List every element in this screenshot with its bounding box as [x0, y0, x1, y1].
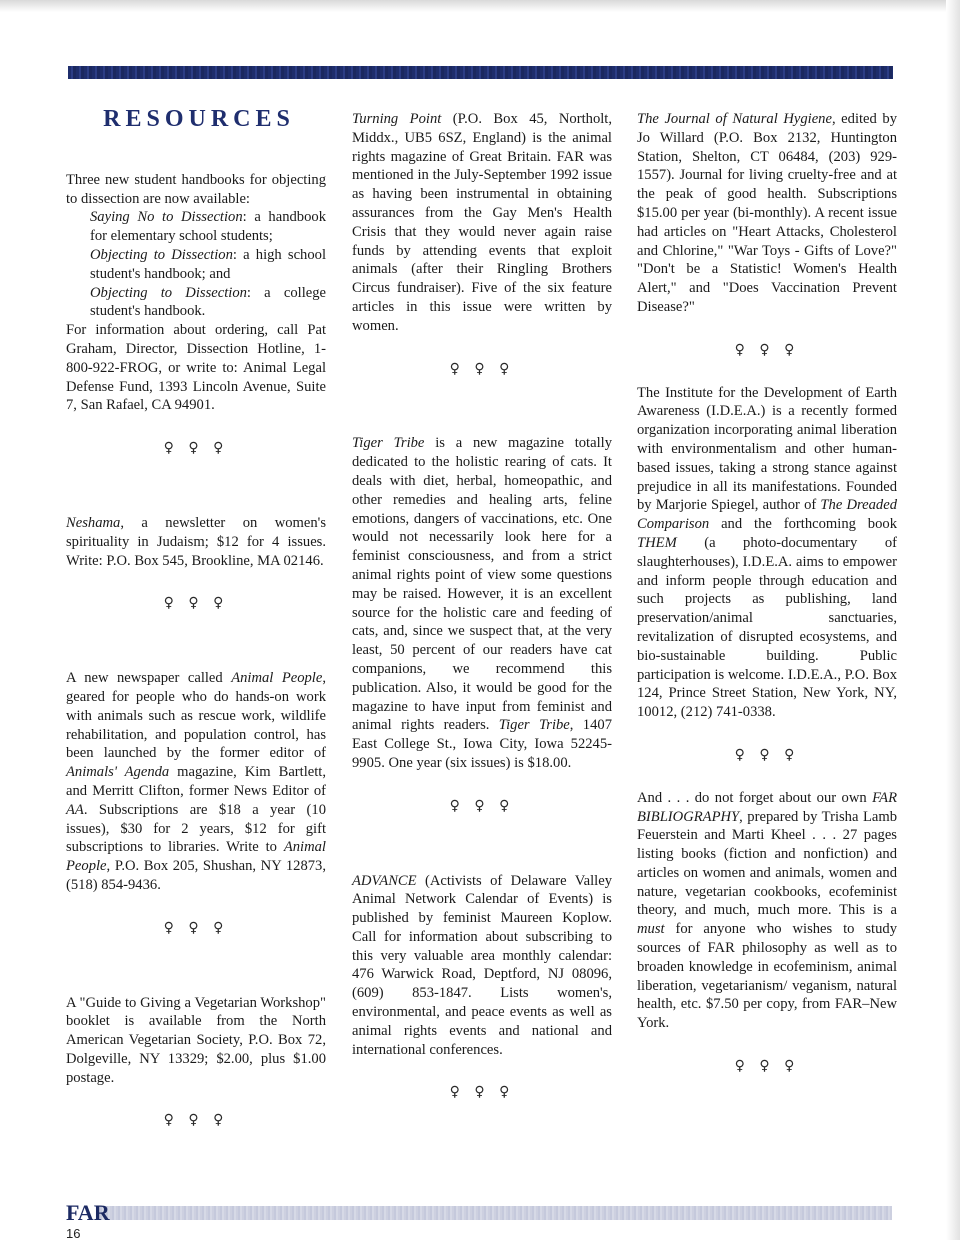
page-title: RESOURCES	[103, 106, 295, 132]
section-separator: ♀ ♀ ♀	[163, 919, 229, 936]
handbook-desc: : a high school student's handbook; and	[90, 246, 326, 282]
entry-text: , a newsletter on women's spirituality in Judaism; $12 for 4 issues. Write: P.O. Box 545, Brookline, MA 02146.	[66, 514, 326, 569]
natural-hygiene-entry	[637, 110, 897, 317]
entry-text: for anyone who wishes to study sources of FAR philosophy as well as to broaden knowledge in ecofeminism, animal liberation, vegetarianism/ veganism, natural health, etc. $7.50 per copy, from FAR–New York.	[637, 921, 897, 1032]
entry-text: , P.O. Box 205, Shushan, NY 12873, (518) 854-9436.	[66, 858, 326, 893]
handbooks-ordering: For information about ordering, call Pat Graham, Director, Dissection Hotline, 1-800-922-FROG, or write to: Animal Legal Defense Fund, 1393 Lincoln Avenue, Suite 7, San Rafael, CA 94901.	[66, 322, 326, 414]
footer-rule	[100, 1206, 892, 1220]
handbook-title: Objecting to Dissection	[90, 246, 233, 263]
handbooks-intro: Three new student handbooks for objecting to dissection are now available:	[66, 171, 326, 207]
animal-people-entry	[66, 669, 326, 895]
footer-logo: FAR	[66, 1200, 110, 1225]
column-left	[66, 106, 327, 1130]
section-separator: ♀ ♀ ♀	[163, 1112, 229, 1129]
entry-text: , edited by Jo Willard (P.O. Box 2132, Huntington Station, Shelton, CT 06484, (203) 929-1557). Journal for living cruelty-free and at the peak of good health. Subscriptions $15.00 per year (bi-monthly). A recent issue had articles on "Heart Attacks, Cholesterol and Chlorine," "War Toys - Gifts of Love?" "Don't be a Statistic! Women's Health Alert," and "Does Vaccination Prevent Disease?"	[637, 111, 897, 315]
publication-title: Animals' Agenda	[66, 764, 170, 781]
handbook-item-2	[66, 246, 326, 284]
entry-text: and the forthcoming book	[709, 516, 897, 533]
publication-title: FAR BIBLIOGRAPHY	[637, 789, 897, 825]
publication-title: ADVANCE	[352, 872, 417, 889]
entry-text: (P.O. Box 45, Northolt, Middx., UB5 6SZ, England) is the animal rights magazine of Great Britain. FAR was mentioned in the July-September 1992 issue as having been instrumental in obtaining assurances from the Gay Men's Health Crisis that they would never again raise funds by attending events that exploit animals (after their Ringling Brothers Circus fundraiser). Five of the six feature articles in this issue were written by women.	[352, 111, 612, 334]
publication-title: AA	[66, 801, 84, 818]
far-bibliography-entry	[637, 789, 897, 1033]
entry-text: , geared for people who do hands-on work with animals such as rescue work, wildlife rehabilitation, and population control, has been launched by the former editor of	[66, 670, 326, 762]
column-right	[637, 110, 897, 1076]
header-rule	[68, 66, 893, 79]
column-middle	[352, 110, 612, 1102]
turning-point-entry	[352, 110, 612, 336]
entry-text: (a photo-documentary of slaughterhouses), I.D.E.A. aims to empower and inform people through education and such projects as publishing, land preservation/animal sanctuaries, revitalization of disrupted ecosystems, and bio-sustainable building. Public participation is welcome. I.D.E.A., P.O. Box 124, Prince Street Station, New York, NY, 10012, (212) 741-0338.	[637, 534, 897, 721]
publication-title: The Journal of Natural Hygiene	[637, 111, 832, 127]
entry-text: A new newspaper called	[66, 670, 232, 687]
entry-text: is a new magazine totally dedicated to the holistic rearing of cats. It deals with diet, herbal, homeopathic, and other remedies and healing arts, feline emotions, dangers of vaccinations, etc. One would not necessarily look here for a feminist consciousness, and from a strict animal rights point of view some questions may be raised. However, it is an excellent source for the holistic care and feeding of cats, and, since we suspect that, at the very least, 50 percent of our readers have cat companions, we recommend this publication. Also, it would be good for the magazine to have input from feminist and animal rights readers.	[352, 435, 612, 734]
entry-text: And . . . do not forget about our own	[637, 789, 873, 806]
idea-entry	[637, 384, 897, 722]
entry-text: , prepared by Trisha Lamb Feuerstein and Marti Kheel . . . 27 pages listing books (fiction and nonfiction) and articles on women and animals, women and nature, vegetarian cookbooks, ecofeminist theory, and much, much more. This is a	[637, 808, 897, 919]
handbook-desc: : a college student's handbook.	[90, 284, 326, 320]
publication-title: Tiger Tribe	[352, 435, 425, 452]
publication-title: Animal People	[231, 670, 323, 687]
publication-title: Turning Point	[352, 111, 442, 127]
scan-edge-top	[0, 0, 960, 12]
section-separator: ♀ ♀ ♀	[734, 341, 800, 358]
section-separator: ♀ ♀ ♀	[163, 595, 229, 612]
publication-title: Neshama	[66, 514, 121, 531]
emphasis: must	[637, 921, 665, 938]
entry-text: magazine, Kim Bartlett, and Merritt Clifton, former News Editor of	[66, 764, 327, 799]
entry-text: . Subscriptions are $18 a year (10 issues), $30 for 2 years, $12 for gift subscriptions to libraries. Write to	[66, 801, 326, 856]
entry-text: , 1407 East College St., Iowa City, Iowa 52245-9905. One year (six issues) is $18.00.	[352, 717, 612, 771]
scan-edge-right	[946, 0, 960, 1240]
section-separator: ♀ ♀ ♀	[734, 1058, 800, 1075]
handbook-title: Saying No to Dissection	[90, 209, 243, 226]
advance-entry	[352, 872, 612, 1060]
section-separator: ♀ ♀ ♀	[449, 1084, 515, 1101]
section-separator: ♀ ♀ ♀	[449, 797, 515, 814]
publication-title: Animal People	[66, 839, 326, 875]
entry-text: (Activists of Delaware Valley Animal Network Calendar of Events) is published by feminist Maureen Koplow. Call for information about subscribing to this very valuable area monthly calendar: 476 Warwick Road, Deptford, NJ 08096, (609) 853-1847. Lists women's, environmental, and peace events as well as animal rights events and national and international conferences.	[352, 872, 612, 1058]
section-separator: ♀ ♀ ♀	[163, 440, 229, 457]
publication-title: The Dreaded Comparison	[637, 497, 897, 533]
handbook-item-3	[66, 284, 326, 322]
tiger-tribe-entry	[352, 434, 612, 772]
section-separator: ♀ ♀ ♀	[449, 360, 515, 377]
entry-text: The Institute for the Development of Earth Awareness (I.D.E.A.) is a recently formed organization incorporating animal liberation with environmentalism and other human-based issues, taking a strong stance against prejudice in all its manifestations. Founded by Marjorie Spiegel, author of	[637, 384, 897, 514]
section-separator: ♀ ♀ ♀	[734, 746, 800, 763]
handbook-desc: : a handbook for elementary school students;	[90, 209, 326, 245]
handbook-title: Objecting to Dissection	[90, 284, 247, 301]
page-number: 16	[66, 1226, 81, 1241]
vegetarian-guide-entry: A "Guide to Giving a Vegetarian Workshop" booklet is available from the North American Vegetarian Society, P.O. Box 72, Dolgeville, NY 13329; $2.00, plus $1.00 postage.	[66, 994, 326, 1086]
publication-title: THEM	[637, 534, 677, 551]
publication-title: Tiger Tribe	[498, 717, 570, 734]
handbook-item-1	[66, 208, 326, 246]
neshama-entry	[66, 514, 326, 570]
